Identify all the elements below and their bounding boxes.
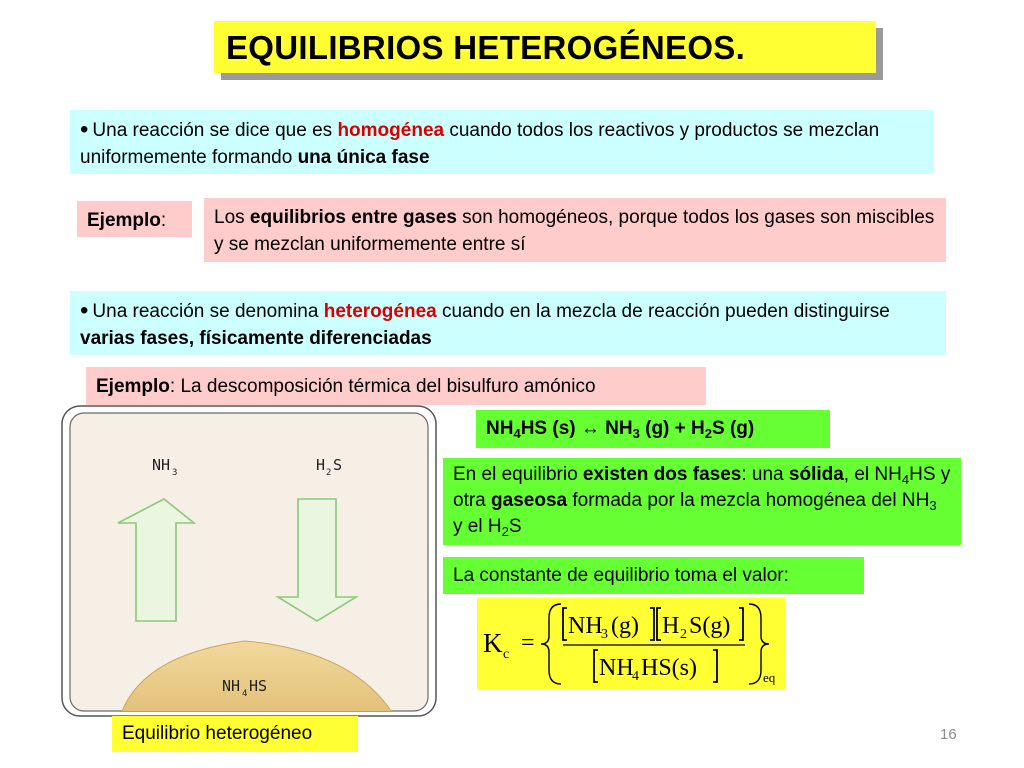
equilibrium-arrow-icon: ↔ [580,418,600,439]
heterogeneous-definition: • Una reacción se denomina heterogénea cuando en la mezcla de reacción pueden distinguirse varias fases, físicamente diferenciadas [70,291,946,355]
illustration-caption: Equilibrio heterogéneo [112,716,358,752]
heterogeneous-equilibrium-illustration [60,405,438,717]
phases-explanation: En el equilibrio existen dos fases: una sólida, el $NH_4HS$ y otra gaseosa formada por la mezcla homogénea del $NH_3$ y el $H_2S$ [443,458,961,545]
svg-text:(g): (g) [611,613,639,639]
reaction-equation: $NH_4HS$ (s) ↔ $NH_3$ $(g) + H_2S$ (g) [476,410,830,448]
homogeneous-definition: • Una reacción se dice que es homogénea cuando todos los reactivos y productos se mezclan uniformemente formando una única fase [70,110,934,174]
svg-text:=: = [521,630,535,656]
svg-text:c: c [503,647,510,662]
kc-symbol: K [483,628,503,658]
svg-text:4: 4 [632,669,639,684]
svg-text:3: 3 [172,468,178,478]
svg-text:H: H [662,613,680,639]
svg-text:HS(s): HS(s) [641,655,698,681]
svg-text:NH: NH [222,677,241,695]
equilibrium-constant-formula [477,598,785,690]
page-title: EQUILIBRIOS HETEROGÉNEOS. [214,21,876,73]
svg-text:S(g): S(g) [689,613,731,639]
svg-text:HS: HS [249,677,268,695]
svg-text:eq: eq [763,670,776,685]
example-2: Ejemplo: La descomposición térmica del bisulfuro amónico [86,367,706,405]
constant-label: La constante de equilibrio toma el valor: [443,557,864,594]
svg-text:NH: NH [568,613,603,639]
example-text-1: Los equilibrios entre gases son homogéneos, porque todos los gases son miscibles y se mezclan uniformemente entre sí [204,198,946,262]
svg-text:NH: NH [152,456,171,474]
svg-text:S: S [333,456,343,474]
svg-text:3: 3 [601,627,608,642]
svg-text:4: 4 [242,689,248,699]
svg-text:2: 2 [680,627,687,642]
bullet-icon: • [80,297,89,324]
term-homogenea: homogénea [337,120,445,141]
term-heterogenea: heterogénea [323,301,437,322]
example-label-1: Ejemplo: [77,201,192,237]
page-number: 16 [940,726,957,743]
bullet-icon: • [80,116,89,143]
svg-text:H: H [316,456,326,474]
svg-text:NH: NH [599,655,634,681]
svg-text:2: 2 [326,468,332,478]
